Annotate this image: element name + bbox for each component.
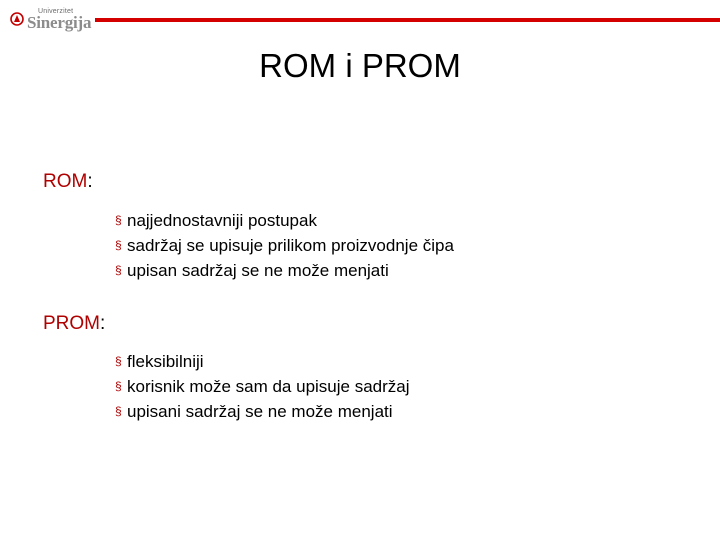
- section-heading-rom: [43, 171, 93, 193]
- bullet-icon: §: [115, 238, 122, 252]
- list-item-text: najjednostavniji postupak: [127, 211, 317, 230]
- section-heading-label: PROM: [43, 313, 100, 334]
- list-item-text: upisan sadržaj se ne može menjati: [127, 261, 389, 280]
- list-item: [115, 208, 454, 233]
- list-item-text: upisani sadržaj se ne može menjati: [127, 402, 393, 421]
- list-item-text: korisnik može sam da upisuje sadržaj: [127, 377, 410, 396]
- slide-title: ROM i PROM: [259, 47, 461, 84]
- list-item: [115, 233, 454, 258]
- logo-emblem-icon: [10, 12, 24, 26]
- bullet-icon: §: [115, 379, 122, 393]
- header-rule: [95, 18, 720, 22]
- bullet-icon: §: [115, 404, 122, 418]
- list-item-text: sadržaj se upisuje prilikom proizvodnje čipa: [127, 236, 454, 255]
- bullet-icon: §: [115, 354, 122, 368]
- section-heading-colon: :: [87, 171, 93, 192]
- section-heading-label: ROM: [43, 171, 88, 192]
- list-item-text: fleksibilniji: [127, 352, 204, 371]
- bullet-icon: §: [115, 213, 122, 227]
- logo-subtitle: Univerzitet: [38, 8, 74, 15]
- section-heading-colon: :: [100, 313, 106, 334]
- bullet-list-prom: [115, 349, 410, 424]
- list-item: [115, 399, 410, 424]
- list-item: [115, 258, 454, 283]
- university-logo: [8, 5, 92, 31]
- bullet-icon: §: [115, 263, 122, 277]
- bullet-list-rom: [115, 208, 454, 283]
- list-item: [115, 374, 410, 399]
- list-item: [115, 349, 410, 374]
- section-heading-prom: [43, 313, 105, 335]
- logo-name: Sinergija: [27, 13, 92, 32]
